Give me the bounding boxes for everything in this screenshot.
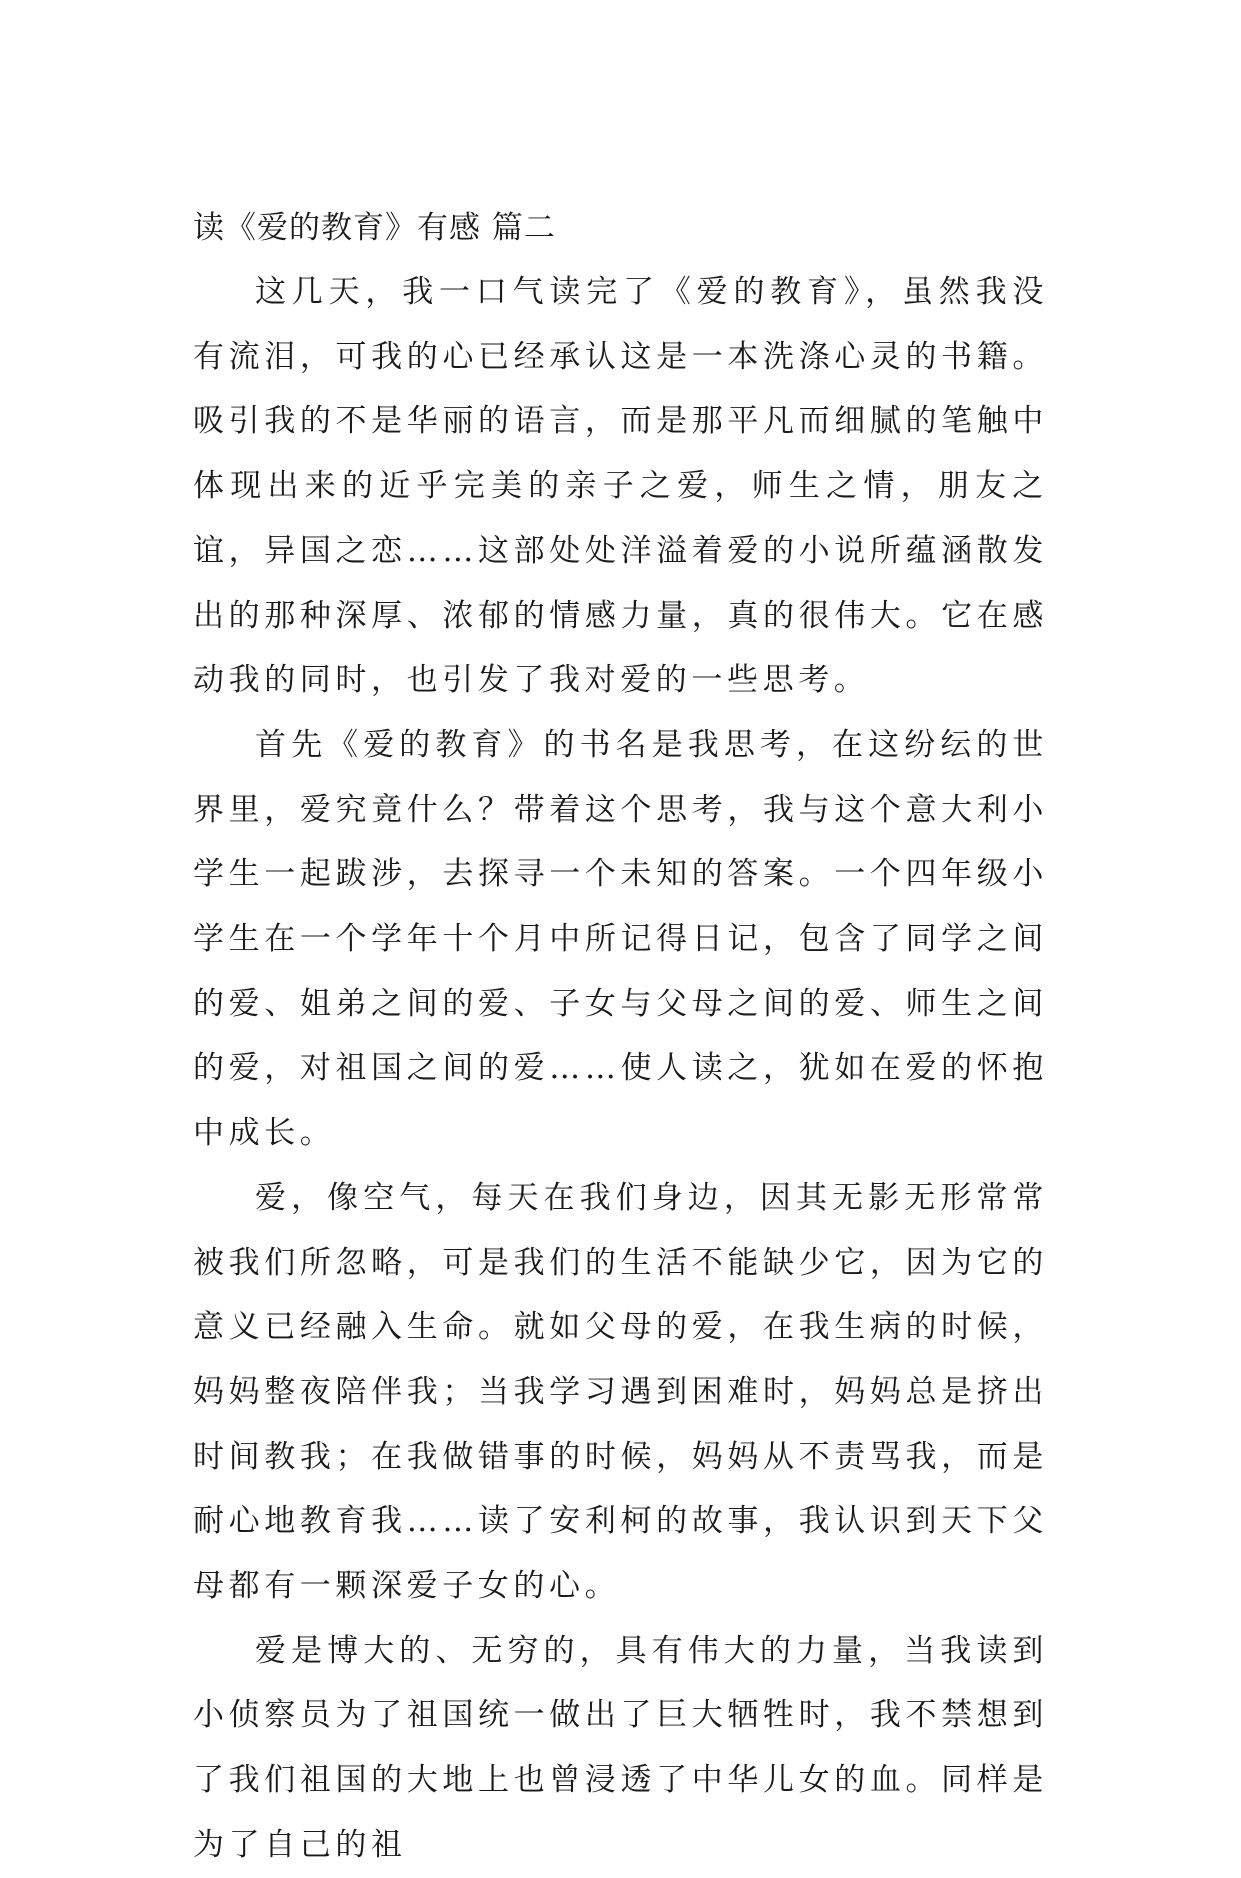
paragraph-1: 这几天，我一口气读完了《爱的教育》，虽然我没有流泪，可我的心已经承认这是一本洗涤心灵的书籍。吸引我的不是华丽的语言，而是那平凡而细腻的笔触中体现出来的近乎完美的亲子之爱，师生之情，朋友之谊，异国之恋……这部处处洋溢着爱的小说所蕴涵散发出的那种深厚、浓郁的情感力量，真的很伟大。它在感动我的同时，也引发了我对爱的一些思考。 <box>193 274 1048 699</box>
document-title: 读《爱的教育》有感 篇二 <box>193 210 556 246</box>
paragraph-2: 首先《爱的教育》的书名是我思考，在这纷纭的世界里，爱究竟什么？带着这个思考，我与这个意大利小学生一起跋涉，去探寻一个未知的答案。一个四年级小学生在一个学年十个月中所记得日记，包含了同学之间的爱、姐弟之间的爱、子女与父母之间的爱、师生之间的爱，对祖国之间的爱……使人读之，犹如在爱的怀抱中成长。 <box>193 726 1048 1152</box>
paragraph-3: 爱，像空气，每天在我们身边，因其无影无形常常被我们所忽略，可是我们的生活不能缺少它，因为它的意义已经融入生命。就如父母的爱，在我生病的时候，妈妈整夜陪伴我；当我学习遇到困难时，妈妈总是挤出时间教我；在我做错事的时候，妈妈从不责骂我，而是耐心地教育我……读了安利柯的故事，我认识到天下父母都有一颗深爱子女的心。 <box>193 1179 1048 1605</box>
document-page <box>193 196 1048 1878</box>
paragraph-4: 爱是博大的、无穷的，具有伟大的力量，当我读到小侦察员为了祖国统一做出了巨大牺牲时，我不禁想到了我们祖国的大地上也曾浸透了中华儿女的血。同样是为了自己的祖 <box>193 1632 1048 1863</box>
